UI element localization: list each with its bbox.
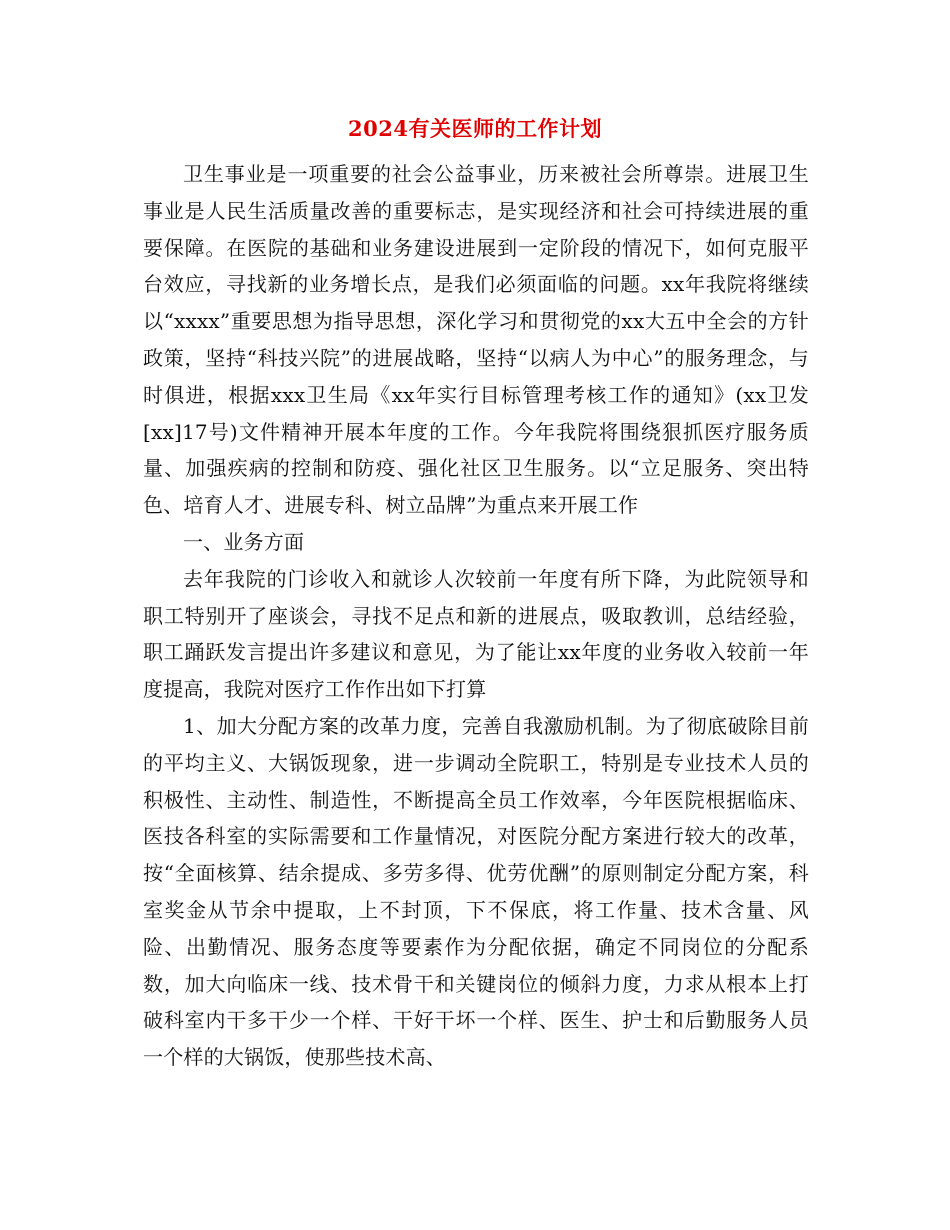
paragraph-intro: 卫生事业是一项重要的社会公益事业，历来被社会所尊崇。进展卫生事业是人民生活质量改善的重要标志，是实现经济和社会可持续进展的重要保障。在医院的基础和业务建设进展到一定阶段的情况下，如何克服平台效应，寻找新的业务增长点，是我们必须面临的问题。xx年我院将继续以“xxxx”重要思想为指导思想，深化学习和贯彻党的xx大五中全会的方针政策，坚持“科技兴院”的进展战略，坚持“以病人为中心”的服务理念，与时俱进，根据xxx卫生局《xx年实行目标管理考核工作的通知》(xx卫发[xx]17号)文件精神开展本年度的工作。今年我院将围绕狠抓医疗服务质量、加强疾病的控制和防疫、强化社区卫生服务。以“立足服务、突出特色、培育人才、进展专科、树立品牌”为重点来开展工作 <box>143 162 809 518</box>
document-title: 2024有关医师的工作计划 <box>348 116 602 141</box>
paragraph-business-review: 去年我院的门诊收入和就诊人次较前一年度有所下降，为此院领导和职工特别开了座谈会，寻找不足点和新的进展点，吸取教训，总结经验，职工踊跃发言提出许多建议和意见，为了能让xx年度的业务收入较前一年度提高，我院对医疗工作作出如下打算 <box>143 566 809 702</box>
paragraph-distribution-reform: 1、加大分配方案的改革力度，完善自我激励机制。为了彻底破除目前的平均主义、大锅饭现象，进一步调动全院职工，特别是专业技术人员的积极性、主动性、制造性，不断提高全员工作效率，今年医院根据临床、医技各科室的实际需要和工作量情况，对医院分配方案进行较大的改革，按“全面核算、结余提成、多劳多得、优劳优酬”的原则制定分配方案，科室奖金从节余中提取，上不封顶，下不保底，将工作量、技术含量、风险、出勤情况、服务态度等要素作为分配依据，确定不同岗位的分配系数，加大向临床一线、技术骨干和关键岗位的倾斜力度，力求从根本上打破科室内干多干少一个样、干好干坏一个样、医生、护士和后勤服务人员一个样的大锅饭，使那些技术高、 <box>143 713 809 1070</box>
document-body <box>143 156 809 1076</box>
section-heading-business: 一、业务方面 <box>183 529 305 554</box>
